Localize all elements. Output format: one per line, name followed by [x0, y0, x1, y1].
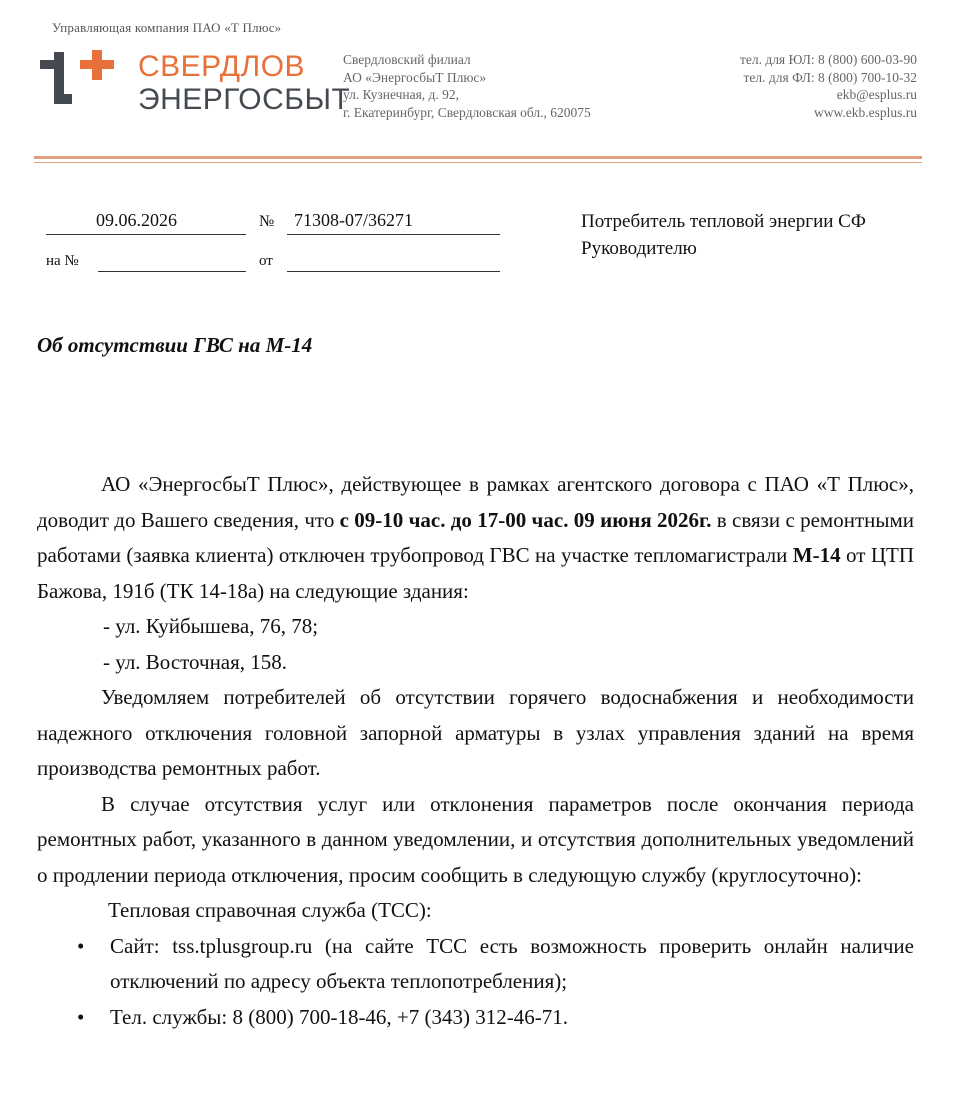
- notice-text: АО «ЭнергосбыТ Плюс», действующее в рамках агентского договора с ПАО «Т Плюс», доводит до Вашего сведения, что: [37, 472, 914, 532]
- notice-text: в связи с ремонтными работами (заявка клиента) отключен трубопровод ГВС на участке тепломагистрали: [37, 507, 914, 567]
- branch-line: ул. Кузнечная, д. 92,: [343, 87, 460, 102]
- building-item: - ул. Куйбышева, 76, 78;: [103, 614, 319, 638]
- building-item: - ул. Восточная, 158.: [103, 649, 288, 674]
- from-underline: [287, 270, 500, 272]
- bullet-text: Тел. службы: 8 (800) 700-18-46, +7 (343) 312-46-71.: [110, 1004, 569, 1029]
- company-logo-icon: [40, 50, 130, 110]
- notice-text: от ЦТП Бажова, 191б (ТК 14-18а) на следующие здания:: [37, 543, 914, 603]
- list-item: [37, 929, 914, 1000]
- bullet-icon: •: [77, 933, 85, 958]
- document-date: 09.06.2026: [96, 210, 177, 230]
- pipeline-name: М-14: [792, 543, 841, 567]
- branch-address: [343, 51, 591, 121]
- company-logo-text: [138, 50, 350, 116]
- number-label: №: [259, 213, 275, 230]
- branch-line: Свердловский филиал: [343, 52, 471, 67]
- phone-individual: тел. для ФЛ: 8 (800) 700-10-32: [743, 69, 917, 85]
- website: www.ekb.esplus.ru: [814, 104, 917, 120]
- document-number: 71308-07/36271: [294, 210, 413, 230]
- reference-underline: [98, 270, 246, 272]
- date-underline: [46, 233, 246, 235]
- branch-line: АО «ЭнергосбыТ Плюс»: [343, 69, 487, 85]
- service-name: Тепловая справочная служба (ТСС):: [108, 898, 432, 922]
- addressee: [581, 208, 866, 262]
- header-divider: [34, 156, 922, 159]
- reference-label: на №: [46, 253, 79, 269]
- addressee-line-1: Потребитель тепловой энергии СФ: [581, 211, 866, 232]
- addressee-line-2: Руководителю: [581, 238, 697, 259]
- email: ekb@esplus.ru: [836, 87, 917, 102]
- paragraph-contact: В случае отсутствия услуг или отклонения параметров после окончания периода ремонтных работ, указанного в данном уведомлении, и отсутствия дополнительных уведомлений о продлении периода отключения, просим сообщить в следующую службу (круглосуточно):: [37, 791, 914, 887]
- logo-line-2: ЭНЕРГОСБЫТ: [138, 83, 351, 116]
- contact-info: [740, 51, 917, 121]
- letter-body: [37, 467, 914, 1035]
- branch-line: г. Екатеринбург, Свердловская обл., 620075: [343, 104, 591, 120]
- letter-subject: Об отсутствии ГВС на М-14: [37, 333, 313, 357]
- outage-period: с 09-10 час. до 17-00 час. 09 июня 2026г.: [339, 507, 712, 532]
- header-divider-thin: [34, 162, 922, 163]
- number-underline: [287, 233, 500, 235]
- list-item: [37, 1000, 914, 1036]
- bullet-icon: •: [77, 1004, 85, 1029]
- logo-line-1: СВЕРДЛОВ: [138, 50, 306, 83]
- phone-legal: тел. для ЮЛ: 8 (800) 600-03-90: [739, 52, 917, 67]
- management-company: Управляющая компания ПАО «Т Плюс»: [52, 20, 282, 35]
- paragraph-warning: Уведомляем потребителей об отсутствии горячего водоснабжения и необходимости надежного отключения головной запорной арматуры в узлах управления зданий на время производства ремонтных работ.: [37, 685, 914, 780]
- from-label: от: [259, 253, 273, 269]
- bullet-text: Сайт: tss.tplusgroup.ru (на сайте ТСС есть возможность проверить онлайн наличие отключений по адресу объекта теплопотребления);: [110, 933, 914, 993]
- paragraph-notice: [37, 467, 914, 609]
